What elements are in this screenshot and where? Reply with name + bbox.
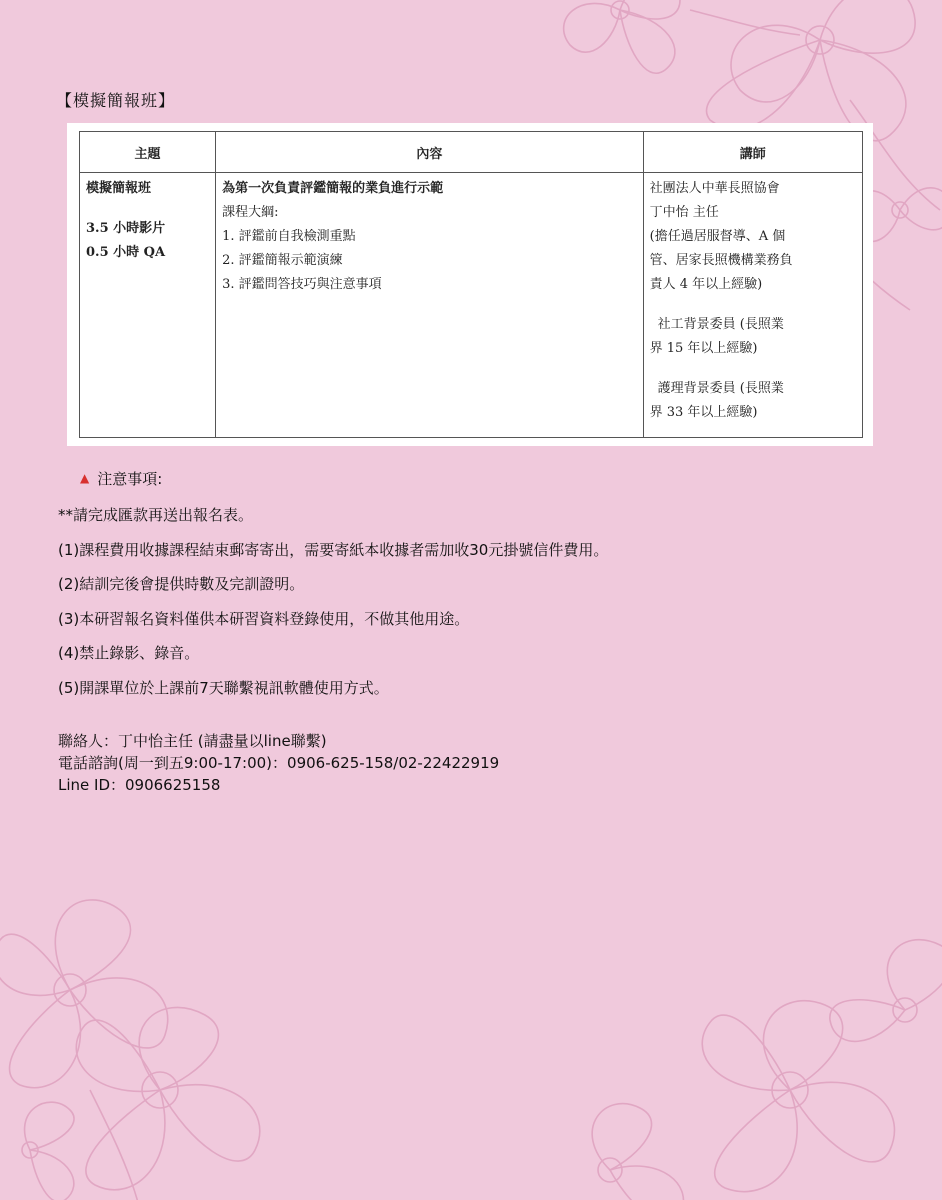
content-item: 2. 評鑑簡報示範演練 bbox=[222, 253, 343, 268]
flower-decoration bbox=[564, 0, 680, 73]
note-line: (2)結訓完後會提供時數及完訓證明。 bbox=[58, 575, 305, 593]
flower-decoration bbox=[22, 1102, 74, 1200]
content-outline-label: 課程大綱: bbox=[222, 205, 279, 220]
flower-decoration bbox=[830, 940, 942, 1042]
flower-decoration bbox=[592, 1104, 683, 1200]
content-cell bbox=[216, 173, 644, 438]
notes-heading-label: 注意事項: bbox=[97, 469, 163, 488]
content-item: 3. 評鑑問答技巧與注意事項 bbox=[222, 277, 382, 292]
content-item: 1. 評鑑前自我檢測重點 bbox=[222, 229, 356, 244]
contact-line-id: Line ID：0906625158 bbox=[58, 776, 221, 794]
teacher-line: 管、居家長照機構業務負 bbox=[649, 253, 793, 268]
teacher-line: 責人 4 年以上經驗) bbox=[649, 277, 763, 292]
teacher-line: 護理背景委員 (長照業 bbox=[657, 381, 784, 396]
contact-phone: 電話諮詢(周一到五9:00-17:00)：0906-625-158/02-22422919 bbox=[58, 754, 500, 772]
topic-cell bbox=[80, 173, 216, 438]
topic-name: 模擬簡報班 bbox=[86, 181, 152, 196]
content-headline: 為第一次負責評鑑簡報的業負進行示範 bbox=[222, 181, 444, 196]
warning-triangle-icon: ▲ bbox=[80, 471, 90, 485]
table-header-row bbox=[80, 132, 863, 173]
teacher-line: 界 33 年以上經驗) bbox=[649, 405, 758, 420]
table-row bbox=[80, 173, 863, 438]
note-line: (4)禁止錄影、錄音。 bbox=[58, 644, 200, 662]
section-title: 【模擬簡報班】 bbox=[56, 91, 176, 110]
note-line: (5)開課單位於上課前7天聯繫視訊軟體使用方式。 bbox=[58, 678, 389, 697]
course-table bbox=[79, 131, 863, 438]
notes-heading bbox=[80, 466, 608, 490]
teacher-cell bbox=[643, 173, 862, 438]
flower-decoration bbox=[0, 900, 168, 1200]
note-line: (3)本研習報名資料僅供本研習資料登錄使用，不做其他用途。 bbox=[58, 609, 470, 628]
course-table-card bbox=[67, 123, 873, 446]
teacher-line: (擔任過居服督導、A 個 bbox=[649, 229, 786, 244]
contact-section bbox=[58, 730, 499, 796]
flower-decoration bbox=[76, 1007, 259, 1189]
header-content: 內容 bbox=[216, 132, 644, 173]
teacher-line: 丁中怡 主任 bbox=[649, 205, 719, 220]
notes-section bbox=[58, 466, 608, 705]
teacher-line: 社工背景委員 (長照業 bbox=[657, 317, 784, 332]
header-topic: 主題 bbox=[80, 132, 216, 173]
flower-decoration bbox=[702, 1001, 894, 1192]
contact-person: 聯絡人：丁中怡主任 (請盡量以line聯繫) bbox=[58, 732, 327, 750]
topic-video-hours: 3.5 小時影片 bbox=[86, 221, 166, 236]
note-line: (1)課程費用收據課程結束郵寄寄出，需要寄紙本收據者需加收30元掛號信件費用。 bbox=[58, 540, 609, 559]
header-teacher: 講師 bbox=[643, 132, 862, 173]
topic-qa-hours: 0.5 小時 QA bbox=[86, 245, 166, 260]
note-line: **請完成匯款再送出報名表。 bbox=[58, 506, 254, 524]
teacher-line: 界 15 年以上經驗) bbox=[649, 341, 758, 356]
teacher-line: 社團法人中華長照協會 bbox=[649, 181, 780, 196]
